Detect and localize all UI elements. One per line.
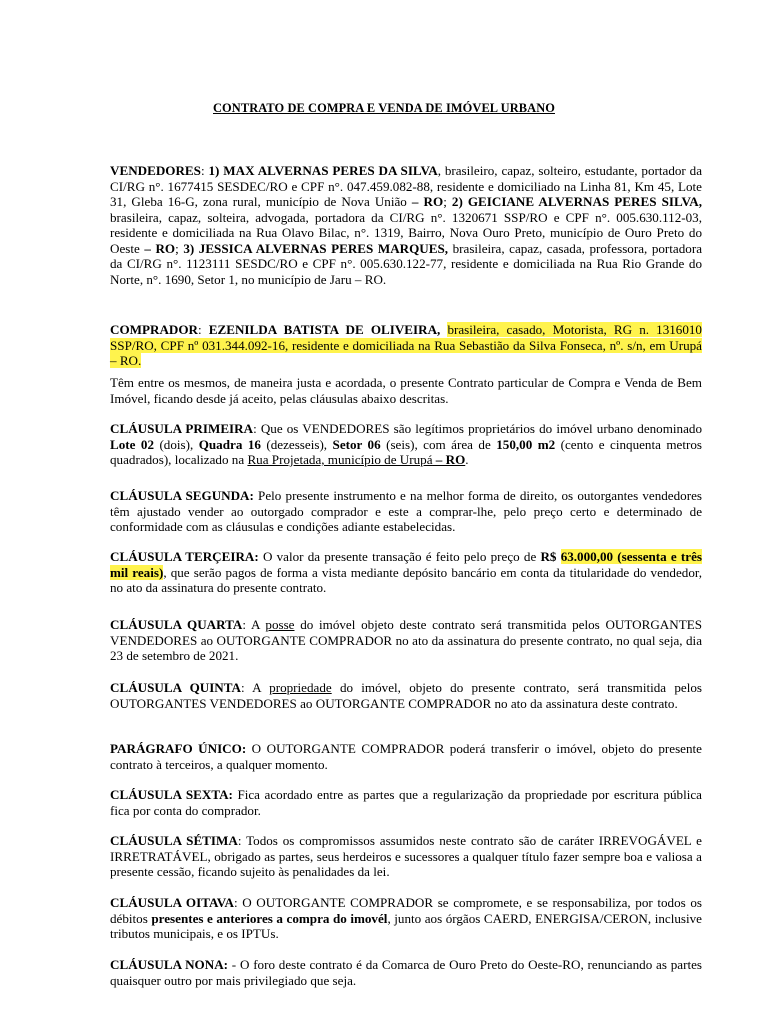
clausula-quarta: CLÁUSULA QUARTA: A posse do imóvel objeto deste contrato será transmitida pelos OUTORGANTES VENDEDORES ao OUTORGANTE COMPRADOR no ato da assinatura do presente contrato, no qual seja, dia 23 de setembro de 2021. (110, 617, 702, 663)
clausula-nona: CLÁUSULA NONA: - O foro deste contrato é da Comarca de Ouro Preto do Oeste-RO, renunciando as partes quaisquer outro por mais privilegiado que seja. (110, 957, 702, 988)
clausula-primeira: CLÁUSULA PRIMEIRA: Que os VENDEDORES são legítimos proprietários do imóvel urbano denominado Lote 02 (dois), Quadra 16 (dezesseis), Setor 06 (seis), com área de 150,00 m2 (cento e cinquenta metros quadrados), localizado na Rua Projetada, município de Urupá – RO. (110, 421, 703, 467)
comprador-paragraph: COMPRADOR: EZENILDA BATISTA DE OLIVEIRA, brasileira, casado, Motorista, RG n. 1316010 SSP/RO, CPF nº 031.344.092-16, residente e domiciliada na Rua Sebastião da Silva Fonseca, nº. s/n, em Urupá – RO. (110, 322, 702, 368)
vendedor-1-name: 1) MAX ALVERNAS PERES DA SILVA (208, 163, 438, 178)
clausula-segunda: CLÁUSULA SEGUNDA: Pelo presente instrumento e na melhor forma de direito, os outorgantes vendedores têm ajustado vender ao outorgado comprador e este a comprar-lhe, pelo preço certo e determinado de conformidade com as cláusulas e condições adiante estabelecidas. (110, 488, 702, 534)
comprador-label: COMPRADOR (110, 322, 199, 337)
clausula-terceira: CLÁUSULA TERÇEIRA: O valor da presente transação é feito pelo preço de R$ 63.000,00 (sessenta e três mil reais), que serão pagos de forma a vista mediante depósito bancário em conta da titularidade do vendedor, no ato da assinatura do presente contrato. (110, 549, 702, 595)
clausula-quinta: CLÁUSULA QUINTA: A propriedade do imóvel, objeto do presente contrato, será transmitida pelos OUTORGANTES VENDEDORES ao OUTORGANTE COMPRADOR no ato da assinatura deste contrato. (110, 680, 702, 711)
vendedor-3-name: 3) JESSICA ALVERNAS PERES MARQUES, (183, 240, 449, 256)
clausula-sexta: CLÁUSULA SEXTA: Fica acordado entre as partes que a regularização da propriedade por escritura pública fica por conta do comprador. (110, 787, 702, 818)
vendedores-label: VENDEDORES (110, 163, 201, 178)
price-highlight: 63.000,00 (sessenta e três mil reais) (110, 549, 702, 580)
comprador-name: EZENILDA BATISTA DE OLIVEIRA, (208, 322, 441, 337)
comprador-details-highlight: brasileira, casado, Motorista, RG n. 1316010 SSP/RO, CPF nº 031.344.092-16, residente e domiciliada na Rua Sebastião da Silva Fonseca, nº. s/n, em Urupá – RO. (110, 322, 702, 368)
clausula-setima: CLÁUSULA SÉTIMA: Todos os compromissos assumidos neste contrato são de caráter IRREVOGÁVEL e IRRETRATÁVEL, obrigado as partes, seus herdeiros e sucessores a qualquer título fazer sempre boa e valiosa a presente cessão, ficando sujeito às penalidades da lei. (110, 833, 702, 879)
document-title: CONTRATO DE COMPRA E VENDA DE IMÓVEL URBANO (213, 101, 555, 115)
intro-paragraph: Têm entre os mesmos, de maneira justa e acordada, o presente Contrato particular de Compra e Venda de Bem Imóvel, ficando desde já aceito, pelas cláusulas abaixo descritas. (110, 375, 702, 406)
clausula-oitava: CLÁUSULA OITAVA: O OUTORGANTE COMPRADOR se compromete, e se responsabiliza, por todos os débitos presentes e anteriores a compra do imovél, junto aos órgãos CAERD, ENERGISA/CERON, inclusive tributos municipais, e os IPTUs. (110, 895, 702, 941)
vendedores-paragraph: VENDEDORES: 1) MAX ALVERNAS PERES DA SILVA, brasileiro, capaz, solteiro, estudante, portador da CI/RG n°. 1677415 SESDEC/RO e CPF n°. 047.459.082-88, residente e domiciliado na Linha 81, Km 45, Lote 31, Gleba 16-G, zona rural, município de Nova União – RO; 2) GEICIANE ALVERNAS PERES SILVA, brasileira, capaz, solteira, advogada, portadora da CI/RG n°. 1320671 SSP/RO e CPF n°. 005.630.112-03, residente e domiciliada na Rua Olavo Bilac, n°. 1319, Bairro, Nova Ouro Preto, município de Ouro Preto do Oeste – RO; 3) JESSICA ALVERNAS PERES MARQUES, brasileira, capaz, casada, professora, portadora da CI/RG n°. 1123111 SESDC/RO e CPF n°. 005.630.122-77, residente e domiciliada na Rua Rio Grande do Norte, n°. 1690, Setor 1, no município de Jaru – RO. (110, 163, 703, 287)
vendedor-2-name: 2) GEICIANE ALVERNAS PERES SILVA, (451, 194, 702, 209)
paragrafo-unico: PARÁGRAFO ÚNICO: O OUTORGANTE COMPRADOR poderá transferir o imóvel, objeto do presente contrato à terceiros, a qualquer momento. (110, 741, 702, 772)
